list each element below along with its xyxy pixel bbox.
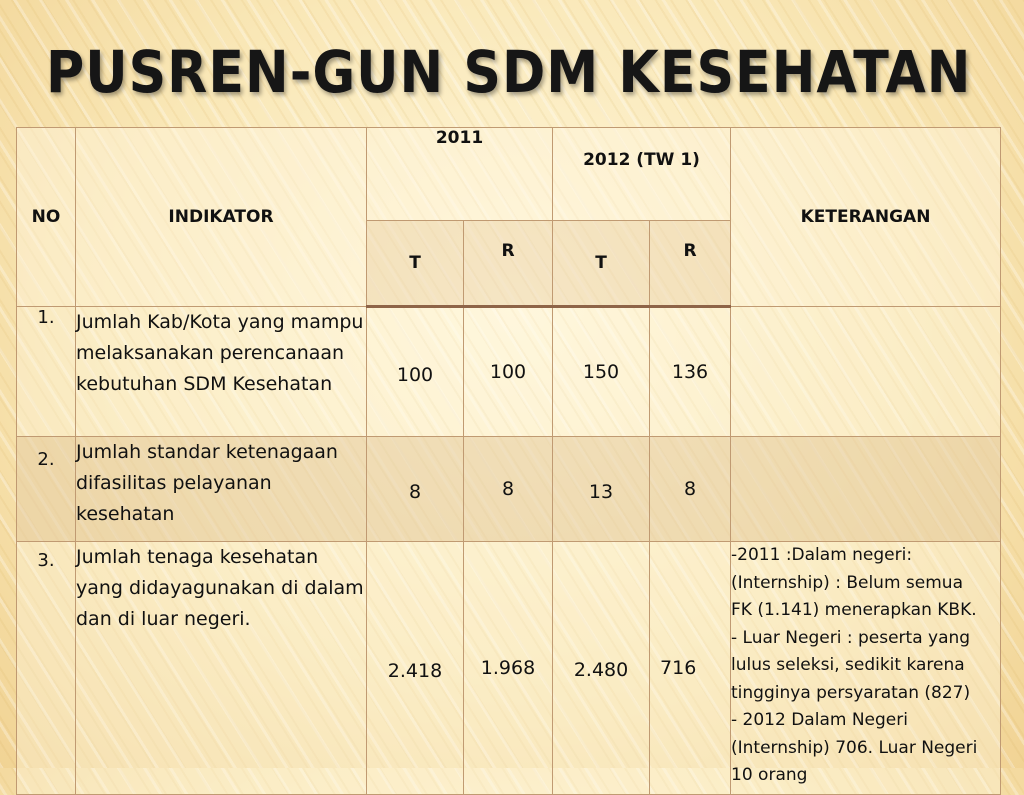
keterangan-line: -2011 :Dalam negeri: [731,545,913,565]
slide-title: PUSREN-GUN SDM KESEHATAN [46,38,972,106]
header-2011-realisasi: R [464,221,553,307]
cell-2012-realisasi: 716 [650,542,731,795]
row-number: 1. [17,307,76,437]
cell-2011-target: 8 [367,437,464,542]
keterangan-line: - Luar Negeri : peserta yang [731,627,971,648]
cell-keterangan [731,542,1001,795]
cell-2012-target: 13 [553,437,650,542]
cell-2012-target: 2.480 [553,542,650,795]
keterangan-line: lulus seleksi, sedikit karena [731,655,965,675]
cell-2012-realisasi: 136 [650,307,731,437]
header-2012-target: T [553,221,650,307]
cell-2011-target: 100 [367,307,464,437]
cell-2012-target: 150 [553,307,650,437]
indicator-table [16,127,1001,795]
table-row [17,307,1001,437]
header-year-2011: 2011 [367,128,553,221]
header-keterangan: KETERANGAN [731,128,1001,307]
cell-2012-realisasi: 8 [650,437,731,542]
header-2011-target: T [367,221,464,307]
cell-keterangan [731,307,1001,437]
keterangan-line: tingginya persyaratan (827) [731,682,971,703]
header-year-2012: 2012 (TW 1) [553,128,731,221]
keterangan-line: FK (1.141) menerapkan KBK. [731,600,977,620]
cell-2011-realisasi: 1.968 [464,542,553,795]
cell-2011-realisasi: 8 [464,437,553,542]
row-indikator: Jumlah standar ketenagaan difasilitas pelayanan kesehatan [76,437,367,542]
header-indikator: INDIKATOR [76,128,367,307]
cell-2011-realisasi: 100 [464,307,553,437]
row-number: 3. [17,542,76,795]
keterangan-line: 10 orang [731,765,808,785]
header-no: NO [17,128,76,307]
cell-keterangan [731,437,1001,542]
row-number: 2. [17,437,76,542]
row-indikator: Jumlah Kab/Kota yang mampu melaksanakan perencanaan kebutuhan SDM Kesehatan [76,307,367,437]
keterangan-line: (Internship) : Belum semua [731,572,963,593]
table-row [17,437,1001,542]
keterangan-line: (Internship) 706. Luar Negeri [731,737,978,758]
table-row [17,542,1001,795]
cell-2011-target: 2.418 [367,542,464,795]
keterangan-line: - 2012 Dalam Negeri [731,710,908,730]
header-2012-realisasi: R [650,221,731,307]
row-indikator: Jumlah tenaga kesehatan yang didayagunakan di dalam dan di luar negeri. [76,542,367,795]
